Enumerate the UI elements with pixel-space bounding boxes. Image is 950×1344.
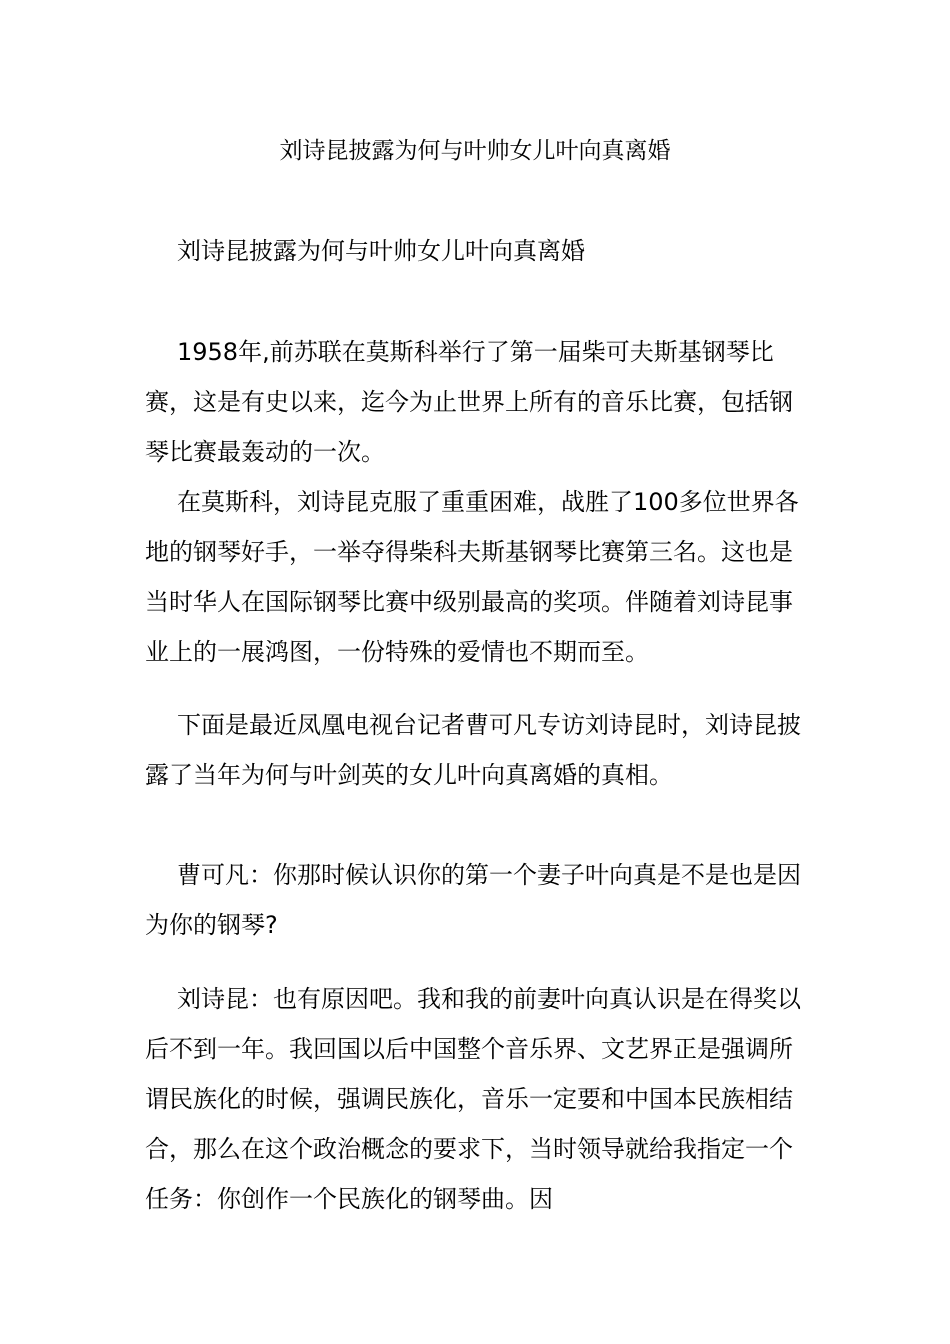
paragraph-moscow: 在莫斯科，刘诗昆克服了重重困难，战胜了100多位世界各地的钢琴好手，一举夺得柴科夫斯基钢琴比赛第三名。这也是当时华人在国际钢琴比赛中级别最高的奖项。伴随着刘诗昆事业上的一展鸿图，一份特殊的爱情也不期而至。 bbox=[145, 488, 799, 666]
paragraph-answer: 刘诗昆：也有原因吧。我和我的前妻叶向真认识是在得奖以后不到一年。我回国以后中国整个音乐界、文艺界正是强调所谓民族化的时候，强调民族化，音乐一定要和中国本民族相结合，那么在这个政治概念的要求下，当时领导就给我指定一个任务：你创作一个民族化的钢琴曲。因 bbox=[145, 985, 801, 1213]
paragraph-competition: 1958年,前苏联在莫斯科举行了第一届柴可夫斯基钢琴比赛，这是有史以来，迄今为止世界上所有的音乐比赛，包括钢琴比赛最轰动的一次。 bbox=[145, 338, 793, 466]
document-title: 刘诗昆披露为何与叶帅女儿叶向真离婚 bbox=[279, 138, 671, 164]
article-heading: 刘诗昆披露为何与叶帅女儿叶向真离婚 bbox=[177, 237, 585, 265]
paragraph-question: 曹可凡：你那时候认识你的第一个妻子叶向真是不是也是因为你的钢琴? bbox=[145, 861, 801, 939]
paragraph-interview-intro: 下面是最近凤凰电视台记者曹可凡专访刘诗昆时，刘诗昆披露了当年为何与叶剑英的女儿叶向真离婚的真相。 bbox=[145, 711, 801, 789]
